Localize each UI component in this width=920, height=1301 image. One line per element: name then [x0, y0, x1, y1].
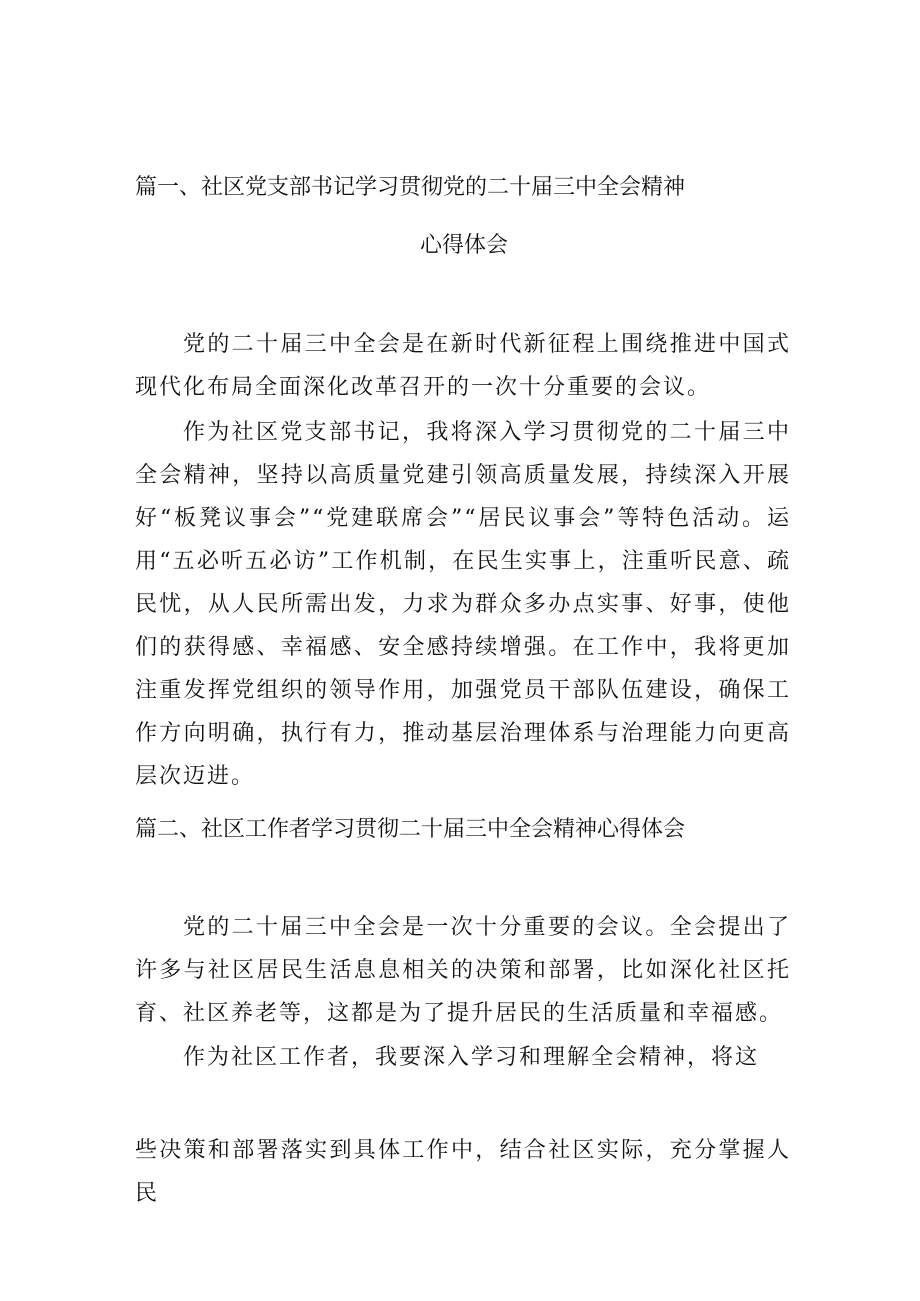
- section2-paragraph-2: 作为社区工作者，我要深入学习和理解全会精神，将这: [183, 1045, 760, 1070]
- section1-title-line2: 心得体会: [420, 233, 509, 258]
- section1-paragraph-2: 作为社区党支部书记，我将深入学习贯彻党的二十届三中全会精神，坚持以高质量党建引领高质量发展，持续深入开展好“板凳议事会”“党建联席会”“居民议事会”等特色活动。运用“五必听五必访”工作机制，在民生实事上，注重听民意、疏民忧，从人民所需出发，力求为群众多办点实事、好事，使他们的获得感、幸福感、安全感持续增强。在工作中，我将更加注重发挥党组织的领导作用，加强党员干部队伍建设，确保工作方向明确，执行有力，推动基层治理体系与治理能力向更高层次迈进。: [135, 420, 791, 789]
- section2-paragraph-1: 党的二十届三中全会是一次十分重要的会议。全会提出了许多与社区居民生活息息相关的决策和部署，比如深化社区托育、社区养老等，这都是为了提升居民的生活质量和幸福感。: [135, 915, 791, 1026]
- section2-paragraph-3: 些决策和部署落实到具体工作中，结合社区实际，充分掌握人民: [135, 1138, 791, 1206]
- section1-title-line1: 篇一、社区党支部书记学习贯彻党的二十届三中全会精神: [135, 175, 686, 200]
- section2-title: 篇二、社区工作者学习贯彻二十届三中全会精神心得体会: [135, 817, 686, 842]
- section1-paragraph-1: 党的二十届三中全会是在新时代新征程上围绕推进中国式现代化布局全面深化改革召开的一次十分重要的会议。: [135, 332, 791, 400]
